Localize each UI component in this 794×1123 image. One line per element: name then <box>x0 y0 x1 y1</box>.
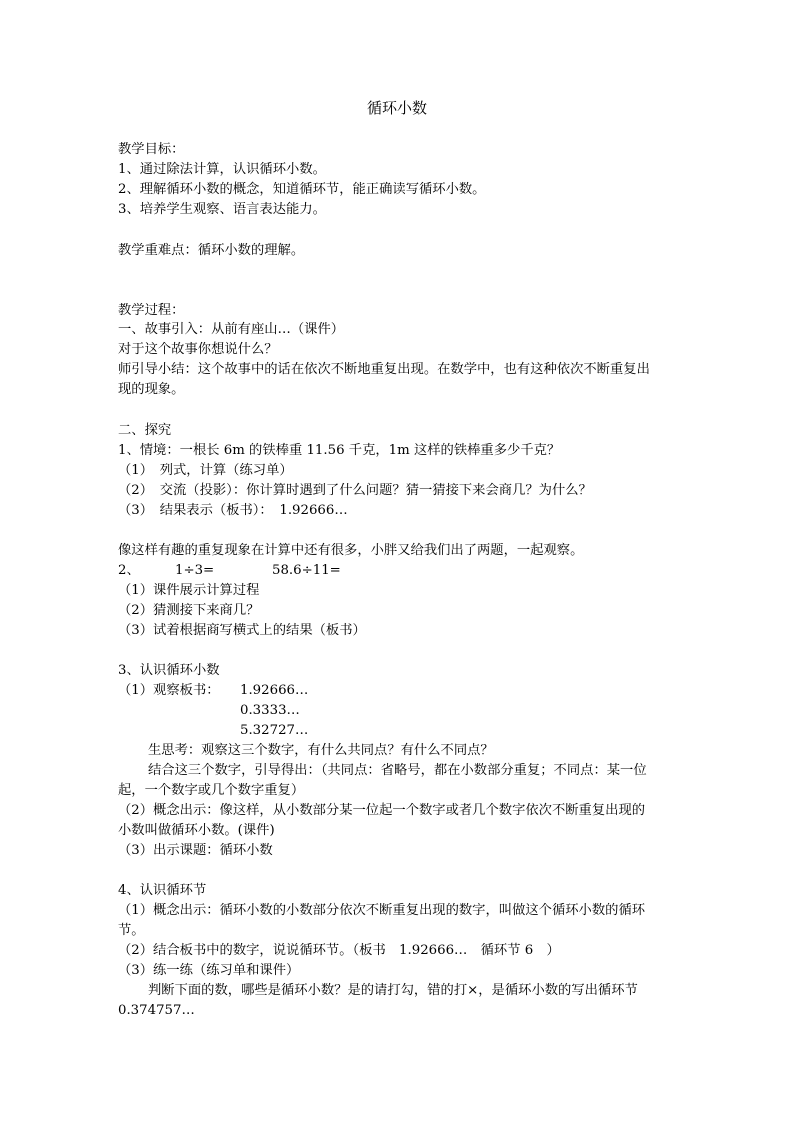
cycle-concept: （1）概念出示：循环小数的小数部分依次不断重复出现的数字，叫做这个循环小数的循环 <box>118 903 646 918</box>
cycle-example: （2）结合板书中的数字，说说循环节。（板书 1.92666… 循环节 6 ） <box>118 943 560 958</box>
question-2-step: （3）试着根据商写横式上的结果（板书） <box>118 623 366 638</box>
goal-item: 1、通过除法计算，认识循环小数。 <box>118 162 326 177</box>
question-2-number: 2、 <box>118 563 140 578</box>
part4-heading: 4、认识循环节 <box>118 883 207 898</box>
board-number: 1.92666… <box>240 683 309 698</box>
judge-text: 判断下面的数，哪些是循环小数？是的请打勾，错的打×，是循环小数的写出循环节 <box>148 983 638 998</box>
part1-text: 师引导小结：这个故事中的话在依次不断地重复出现。在数学中，也有这种依次不断重复出 <box>118 362 650 377</box>
key-point: 教学重难点：循环小数的理解。 <box>118 243 305 258</box>
question-2-step: （2）猜测接下来商几？ <box>118 603 260 618</box>
think-text: 生思考：观察这三个数字，有什么共同点？有什么不同点？ <box>148 743 494 758</box>
document-title: 循环小数 <box>366 99 427 117</box>
practice-number: 0.374757… <box>118 1003 195 1018</box>
question-1-step: （3） 结果表示（板书）： 1.92666… <box>118 503 348 518</box>
goal-item: 2、理解循环小数的概念，知道循环节，能正确读写循环小数。 <box>118 182 486 197</box>
question-1: 1、情境：一根长 6m 的铁棒重 11.56 千克，1m 这样的铁棒重多少千克？ <box>118 443 561 458</box>
process-heading: 教学过程： <box>118 303 185 318</box>
goals-heading: 教学目标： <box>118 142 185 157</box>
practice-text: （3）练一练（练习单和课件） <box>118 963 300 978</box>
part3-heading: 3、认识循环小数 <box>118 663 220 678</box>
concept-text: （2）概念出示：像这样，从小数部分某一位起一个数字或者几个数字依次不断重复出现的 <box>118 803 646 818</box>
question-1-step: （2） 交流（投影）：你计算时遇到了什么问题？猜一猜接下来会商几？为什么？ <box>118 483 592 498</box>
part1-text: 对于这个故事你想说什么？ <box>118 342 278 357</box>
goal-item: 3、培养学生观察、语言表达能力。 <box>118 202 326 217</box>
question-2-expression: 58.6÷11= <box>272 563 341 578</box>
concept-text: 小数叫做循环小数。(课件) <box>118 823 275 838</box>
part1-heading: 一、故事引入：从前有座山…（课件） <box>118 322 345 337</box>
board-number: 0.3333… <box>240 703 300 718</box>
conclude-text: 结合这三个数字，引导得出：（共同点：省略号，都在小数部分重复；不同点：某一位 <box>148 763 647 778</box>
observe-label: （1）观察板书： <box>118 683 220 698</box>
conclude-text: 起，一个数字或几个数字重复） <box>118 783 305 798</box>
cycle-concept: 节。 <box>118 923 145 938</box>
question-2-expression: 1÷3= <box>175 563 215 578</box>
part2-heading: 二、探究 <box>118 423 172 438</box>
part1-text: 现的现象。 <box>118 382 185 397</box>
transition-text: 像这样有趣的重复现象在计算中还有很多，小胖又给我们出了两题，一起观察。 <box>118 543 584 558</box>
question-1-step: （1） 列式，计算（练习单） <box>118 463 293 478</box>
question-2-step: （1）课件展示计算过程 <box>118 583 260 598</box>
board-number: 5.32727… <box>240 723 309 738</box>
topic-text: （3）出示课题：循环小数 <box>118 843 273 858</box>
